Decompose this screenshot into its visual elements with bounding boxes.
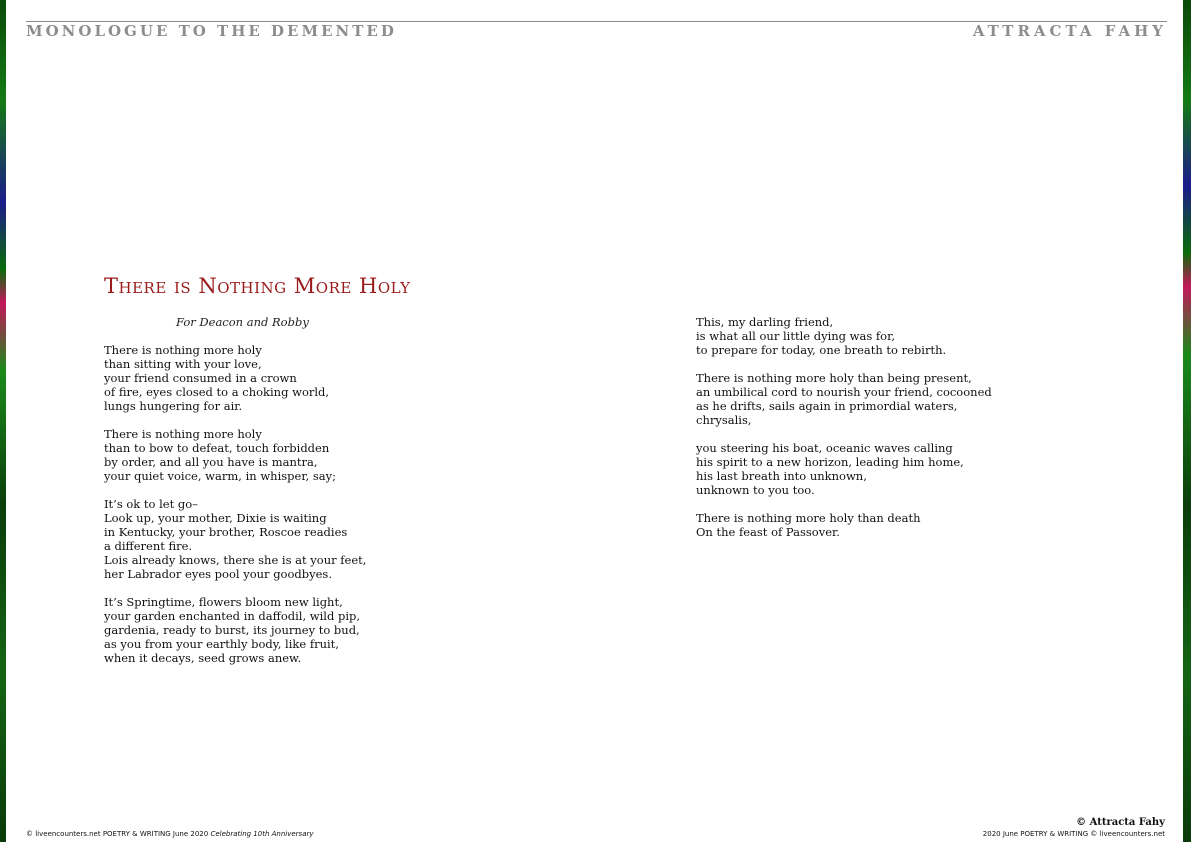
poem-line: There is nothing more holy than being present, bbox=[696, 371, 972, 385]
poem-line: than to bow to defeat, touch forbidden bbox=[104, 441, 330, 455]
footer-right: 2020 June POETRY & WRITING © liveencounters.net bbox=[982, 830, 1165, 838]
poem-line: your friend consumed in a crown bbox=[104, 371, 297, 385]
poem-line: when it decays, seed grows anew. bbox=[104, 651, 302, 665]
stanza bbox=[696, 511, 992, 539]
poem-line: a different fire. bbox=[104, 539, 193, 553]
poem-line: her Labrador eyes pool your goodbyes. bbox=[104, 567, 332, 581]
poem-line: This, my darling friend, bbox=[696, 315, 834, 329]
footer-left-text: © liveencounters.net POETRY & WRITING June 2020 bbox=[26, 830, 211, 838]
poem-line: unknown to you too. bbox=[696, 483, 815, 497]
poem-line: is what all our little dying was for, bbox=[696, 329, 895, 343]
poem-line: his spirit to a new horizon, leading him home, bbox=[696, 455, 964, 469]
poem-dedication: For Deacon and Robby bbox=[176, 315, 309, 329]
poem-line: as you from your earthly body, like fruit, bbox=[104, 637, 339, 651]
poem-line: your quiet voice, warm, in whisper, say; bbox=[104, 469, 336, 483]
poem-column-right bbox=[696, 315, 992, 553]
footer-left bbox=[26, 830, 314, 838]
stanza bbox=[696, 441, 992, 497]
poem-line: your garden enchanted in daffodil, wild pip, bbox=[104, 609, 361, 623]
poem-line: an umbilical cord to nourish your friend, cocooned bbox=[696, 385, 992, 399]
stanza bbox=[696, 315, 992, 357]
poem-column-left bbox=[104, 343, 366, 679]
section-title: MONOLOGUE TO THE DEMENTED bbox=[26, 22, 397, 40]
poem-line: It’s ok to let go– bbox=[104, 497, 198, 511]
poem-line: There is nothing more holy bbox=[104, 427, 262, 441]
stanza bbox=[696, 371, 992, 427]
poem-line: gardenia, ready to burst, its journey to bud, bbox=[104, 623, 360, 637]
stanza bbox=[104, 343, 366, 413]
footer-left-italic: Celebrating 10th Anniversary bbox=[210, 830, 314, 838]
poem-line: as he drifts, sails again in primordial waters, bbox=[696, 399, 958, 413]
stanza bbox=[104, 595, 366, 665]
poem-line: than sitting with your love, bbox=[104, 357, 262, 371]
poem-line: There is nothing more holy than death bbox=[696, 511, 921, 525]
poem-title: There is Nothing More Holy bbox=[104, 274, 411, 298]
poem-line: his last breath into unknown, bbox=[696, 469, 867, 483]
author-copyright: © Attracta Fahy bbox=[1076, 817, 1165, 828]
author-name: ATTRACTA FAHY bbox=[972, 22, 1167, 40]
poem-line: of fire, eyes closed to a choking world, bbox=[104, 385, 330, 399]
left-decorative-edge bbox=[0, 0, 6, 842]
poem-line: Lois already knows, there she is at your feet, bbox=[104, 553, 367, 567]
right-decorative-edge bbox=[1183, 0, 1191, 842]
poem-line: On the feast of Passover. bbox=[696, 525, 840, 539]
poem-line: by order, and all you have is mantra, bbox=[104, 455, 318, 469]
poem-line: Look up, your mother, Dixie is waiting bbox=[104, 511, 327, 525]
poem-line: There is nothing more holy bbox=[104, 343, 262, 357]
poem-line: in Kentucky, your brother, Roscoe readies bbox=[104, 525, 348, 539]
poem-line: lungs hungering for air. bbox=[104, 399, 243, 413]
stanza bbox=[104, 497, 366, 581]
poem-line: chrysalis, bbox=[696, 413, 752, 427]
poem-line: you steering his boat, oceanic waves calling bbox=[696, 441, 953, 455]
poem-line: to prepare for today, one breath to rebirth. bbox=[696, 343, 947, 357]
stanza bbox=[104, 427, 366, 483]
poem-line: It’s Springtime, flowers bloom new light, bbox=[104, 595, 343, 609]
